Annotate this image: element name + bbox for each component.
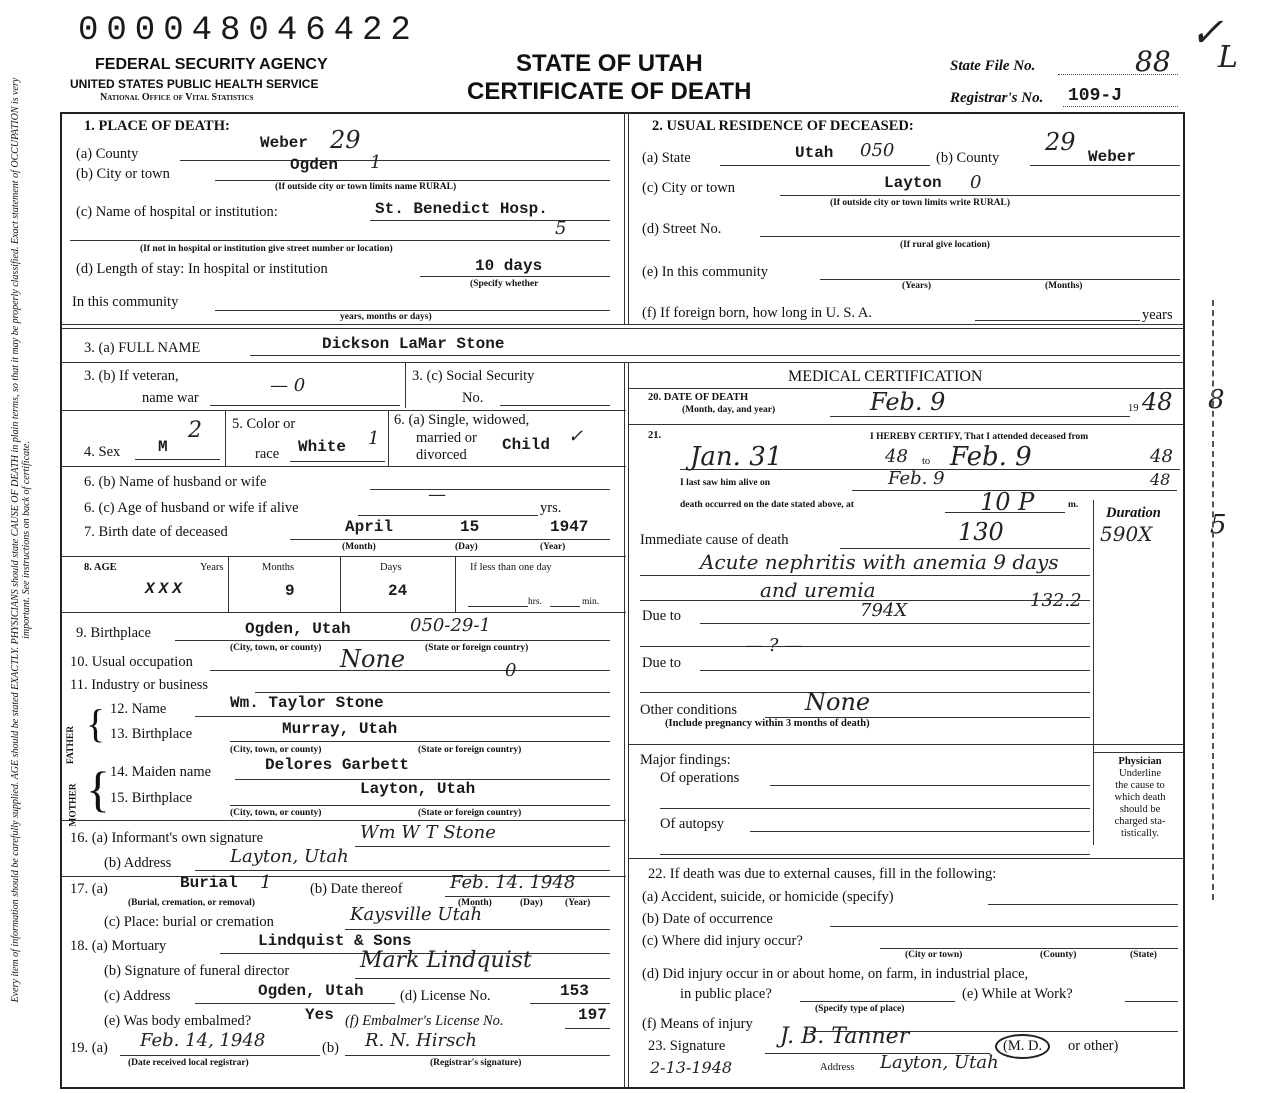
injury-city-note: (City or town) <box>905 950 963 960</box>
embalmer-license-label: (f) Embalmer's License No. <box>345 1013 504 1029</box>
due-to-label-1: Due to <box>642 608 682 624</box>
mother-side-label: MOTHER <box>68 783 79 827</box>
stay-specify-note: (Specify whether <box>470 279 539 289</box>
community-note: years, months or days) <box>340 312 432 322</box>
marital-check: ✓ <box>568 426 584 447</box>
of-autopsy-label: Of autopsy <box>660 816 725 832</box>
age-label: 8. AGE <box>84 562 117 573</box>
certify-number: 21. <box>648 430 662 441</box>
birth-month: April <box>345 518 394 536</box>
father-birthplace: Murray, Utah <box>282 720 398 738</box>
due-to-code: 794X <box>860 600 908 621</box>
mother-city-note: (City, town, or county) <box>230 808 322 818</box>
color-mark: 1 <box>368 428 380 449</box>
mortuary-license-label: (d) License No. <box>400 988 491 1004</box>
veteran-label: 3. (b) If veteran, <box>84 368 179 384</box>
informant-signature-label: 16. (a) Informant's own signature <box>70 830 264 846</box>
birth-year-label: (Year) <box>540 542 566 552</box>
attended-to: Feb. 9 <box>950 442 1032 472</box>
hospital-note: (If not in hospital or institution give street number or location) <box>140 244 393 254</box>
marital-married-label: married or <box>416 430 477 446</box>
mortuary-address: Ogden, Utah <box>258 982 364 1000</box>
residence-foreign-label: (f) If foreign born, how long in U. S. A. <box>642 305 872 321</box>
major-findings-label: Major findings: <box>640 752 731 768</box>
residence-city-label: (c) City or town <box>642 180 736 196</box>
place-of-death-label: 1. PLACE OF DEATH: <box>84 118 230 134</box>
form-title-state: STATE OF UTAH <box>516 50 703 77</box>
residence-county-label: (b) County <box>936 150 1000 166</box>
medical-cert-title: MEDICAL CERTIFICATION <box>788 368 983 385</box>
informant-address-label: (b) Address <box>104 855 172 871</box>
death-date: Feb. 9 <box>870 388 946 416</box>
registrar-label: 19. (a) <box>70 1040 108 1056</box>
full-name-label: 3. (a) FULL NAME <box>84 340 201 356</box>
mother-birthplace-label: 15. Birthplace <box>110 790 193 806</box>
city-note: (If outside city or town limits name RURAL) <box>275 182 457 192</box>
residence-state-label: (a) State <box>642 150 691 166</box>
burial-date-label: (b) Date thereof <box>310 881 403 897</box>
county-code: 29 <box>330 126 361 154</box>
sex-label: 4. Sex <box>84 444 121 460</box>
physician-address: Layton, Utah <box>880 1052 999 1073</box>
stay-value: 10 days <box>475 257 543 275</box>
mortuary-address-label: (c) Address <box>104 988 171 1004</box>
physician-md: (M. D. <box>995 1034 1050 1059</box>
date-occurrence-label: (b) Date of occurrence <box>642 911 773 927</box>
duration-code: 590X <box>1100 522 1153 546</box>
embalmer-license: 197 <box>578 1006 607 1024</box>
means-of-injury-label: (f) Means of injury <box>642 1016 753 1032</box>
residence-county: Weber <box>1088 148 1137 166</box>
hospital-code: 5 <box>555 218 567 239</box>
hospital-label: (c) Name of hospital or institution: <box>76 204 278 220</box>
husband-wife-label: 6. (b) Name of husband or wife <box>84 474 267 490</box>
accident-label: (a) Accident, suicide, or homicide (specify) <box>642 889 894 905</box>
injury-place-label: (d) Did injury occur in or about home, on farm, in industrial place, <box>642 966 1029 982</box>
mother-state-note: (State or foreign country) <box>418 808 522 818</box>
birth-date-label: 7. Birth date of deceased <box>84 524 228 540</box>
residence-county-code: 29 <box>1045 128 1076 156</box>
birth-year: 1947 <box>550 518 589 536</box>
due-to-label-2: Due to <box>642 655 682 671</box>
mortuary-license: 153 <box>560 982 589 1000</box>
county-label: (a) County <box>76 146 139 162</box>
burial-month-label: (Month) <box>458 898 492 908</box>
last-saw-date: Feb. 9 <box>888 468 945 489</box>
burial-date: Feb. 14. 1948 <box>450 872 576 893</box>
last-saw-label: I last saw him alive on <box>680 478 770 488</box>
registrar-number-label: Registrar's No. <box>950 90 1044 106</box>
residence-community-label: (e) In this community <box>642 264 769 280</box>
agency-name: FEDERAL SECURITY AGENCY <box>95 56 328 73</box>
age-years-label: Years <box>200 562 224 573</box>
external-causes-label: 22. If death was due to external causes, fill in the following: <box>648 866 997 882</box>
father-state-note: (State or foreign country) <box>418 745 522 755</box>
certify-text: I HEREBY CERTIFY, That I attended deceased from <box>870 432 1089 442</box>
veteran-war-label: name war <box>142 390 199 406</box>
death-year-prefix: 19 <box>1128 403 1139 414</box>
injury-public-label: in public place? <box>680 986 772 1002</box>
age-spouse-label: 6. (c) Age of husband or wife if alive <box>84 500 299 516</box>
margin-mark-5: 5 <box>1210 510 1227 540</box>
physician-address-label: Address <box>820 1062 855 1073</box>
immediate-cause-line2-code: 132.2 <box>1030 590 1082 611</box>
residence-city-note: (If outside city or town limits write RURAL) <box>830 198 1011 208</box>
community-label: In this community <box>72 294 179 310</box>
death-occurred-label: death occurred on the date stated above, at <box>680 500 854 510</box>
informant-address: Layton, Utah <box>230 846 349 867</box>
city-value: Ogden <box>290 156 339 174</box>
burial-place: Kaysville Utah <box>350 904 483 925</box>
residence-years-suffix: years <box>1142 307 1173 323</box>
death-date-note: (Month, day, and year) <box>682 405 776 415</box>
registrar-date-note: (Date received local registrar) <box>128 1058 249 1068</box>
city-label: (b) City or town <box>76 166 170 182</box>
injury-state-note: (State) <box>1130 950 1157 960</box>
due-to-dash: — ? — <box>745 635 803 656</box>
injury-county-note: (County) <box>1040 950 1077 960</box>
residence-label: 2. USUAL RESIDENCE OF DECEASED: <box>652 118 914 134</box>
sex-code: 2 <box>188 418 202 443</box>
immediate-cause-code: 130 <box>958 518 1004 546</box>
age-days-value: 24 <box>388 582 408 600</box>
industry-label: 11. Industry or business <box>70 677 209 693</box>
state-file-number: 88 <box>1135 45 1171 78</box>
last-saw-year: 48 <box>1150 470 1171 489</box>
burial-label: 17. (a) <box>70 881 108 897</box>
father-city-note: (City, town, or county) <box>230 745 322 755</box>
burial-day-label: (Day) <box>520 898 543 908</box>
registrar-date: Feb. 14, 1948 <box>140 1030 266 1051</box>
veteran-value: — 0 <box>270 375 306 396</box>
age-years-value: XXX <box>145 580 186 598</box>
marital-label: 6. (a) Single, widowed, <box>394 412 530 428</box>
agency-office: National Office of Vital Statistics <box>100 92 254 103</box>
marital-divorced-label: divorced <box>416 447 467 463</box>
other-conditions-label: Other conditions <box>640 702 738 718</box>
form-title: CERTIFICATE OF DEATH <box>467 78 752 105</box>
registrar-signature-note: (Registrar's signature) <box>430 1058 522 1068</box>
hospital-value: St. Benedict Hosp. <box>375 200 548 218</box>
funeral-director-label: (b) Signature of funeral director <box>104 963 290 979</box>
father-name: Wm. Taylor Stone <box>230 694 384 712</box>
birthplace-code: 050-29-1 <box>410 615 491 636</box>
age-spouse-value: — <box>428 484 446 505</box>
age-less-label: If less than one day <box>470 562 552 573</box>
physician-date: 2-13-1948 <box>650 1058 733 1077</box>
birthplace-city-note: (City, town, or county) <box>230 643 322 653</box>
physician-or-other: or other) <box>1068 1038 1119 1054</box>
marital-value: Child <box>502 436 551 454</box>
registrar-number: 109-J <box>1068 86 1123 106</box>
certificate-number: 000048046422 <box>78 12 419 50</box>
other-conditions-note: (Include pregnancy within 3 months of death) <box>665 718 870 729</box>
father-birthplace-label: 13. Birthplace <box>110 726 193 742</box>
color-value: White <box>298 438 347 456</box>
burial-value: Burial <box>180 874 238 892</box>
embalmed-label: (e) Was body embalmed? <box>104 1013 252 1029</box>
residence-state: Utah <box>795 144 834 162</box>
physician-signature-label: 23. Signature <box>648 1038 726 1054</box>
county-value: Weber <box>260 134 309 152</box>
other-conditions-value: None <box>805 688 871 716</box>
immediate-cause-line2: and uremia <box>760 578 876 602</box>
father-side-label: FATHER <box>66 725 77 765</box>
occupation-value: None <box>340 645 406 673</box>
burial-note: (Burial, cremation, or removal) <box>128 898 255 908</box>
margin-mark-l: L <box>1218 40 1238 75</box>
age-months-value: 9 <box>285 582 295 600</box>
while-at-work-label: (e) While at Work? <box>962 986 1073 1002</box>
burial-year-label: (Year) <box>565 898 591 908</box>
informant-signature: Wm W T Stone <box>360 822 496 843</box>
injury-specify-note: (Specify type of place) <box>815 1004 905 1014</box>
father-name-label: 12. Name <box>110 701 167 717</box>
birthplace-state-note: (State or foreign country) <box>425 643 529 653</box>
birth-day: 15 <box>460 518 480 536</box>
birth-day-label: (Day) <box>455 542 478 552</box>
duration-label: Duration <box>1106 505 1161 521</box>
birthplace-label: 9. Birthplace <box>76 625 151 641</box>
registrar-b-label: (b) <box>322 1040 339 1056</box>
birthplace-value: Ogden, Utah <box>245 620 351 638</box>
mortuary-label: 18. (a) Mortuary <box>70 938 167 954</box>
where-injury-label: (c) Where did injury occur? <box>642 933 803 949</box>
attended-from-year: 48 <box>885 446 908 467</box>
occupation-code: 0 <box>505 660 517 681</box>
state-file-label: State File No. <box>950 58 1036 74</box>
age-days-label: Days <box>380 562 402 573</box>
immediate-cause-label: Immediate cause of death <box>640 532 789 548</box>
death-year: 48 <box>1142 388 1173 416</box>
color-label: 5. Color or <box>232 416 296 432</box>
full-name-value: Dickson LaMar Stone <box>322 335 505 353</box>
city-code: 1 <box>370 152 382 173</box>
occupation-label: 10. Usual occupation <box>70 654 193 670</box>
physician-signature: J. B. Tanner <box>780 1024 910 1049</box>
mortuary-value: Lindquist & Sons <box>258 932 412 950</box>
attended-to-label: to <box>922 456 931 467</box>
margin-check-mark: ✓ <box>1190 10 1224 56</box>
mother-maiden: Delores Garbett <box>265 756 410 774</box>
age-hrs-label: hrs. <box>528 597 542 607</box>
age-spouse-suffix: yrs. <box>540 500 562 516</box>
residence-city: Layton <box>884 174 942 192</box>
mother-maiden-label: 14. Maiden name <box>110 764 212 780</box>
residence-state-code: 050 <box>860 140 895 161</box>
death-date-label: 20. DATE OF DEATH <box>648 392 749 403</box>
burial-place-label: (c) Place: burial or cremation <box>104 914 274 930</box>
residence-months-label: (Months) <box>1045 281 1083 291</box>
mother-birthplace: Layton, Utah <box>360 780 476 798</box>
margin-mark-8: 8 <box>1208 385 1225 415</box>
social-security-label: 3. (c) Social Security <box>412 368 535 384</box>
sex-value: M <box>158 438 168 456</box>
agency-subname: UNITED STATES PUBLIC HEALTH SERVICE <box>70 77 319 91</box>
burial-mark: 1 <box>260 872 272 893</box>
age-min-label: min. <box>582 597 600 607</box>
of-operations-label: Of operations <box>660 770 740 786</box>
residence-street-note: (If rural give location) <box>900 240 990 250</box>
attended-from: Jan. 31 <box>690 442 783 472</box>
residence-years-label: (Years) <box>902 281 932 291</box>
attended-to-year: 48 <box>1150 446 1173 467</box>
death-time-suffix: m. <box>1068 500 1079 510</box>
funeral-director-signature: Mark Lindquist <box>360 948 532 973</box>
race-label: race <box>255 446 280 462</box>
residence-street-label: (d) Street No. <box>642 221 722 237</box>
side-instruction-note: Every item of information should be carefully supplied. AGE should be stated EXACTLY. PHYSICIANS should state CAUSE OF DEATH in plain terms, so that it may be properly classified. Exact statement of OCCUPATION is very important. See instructions on back of certificate. <box>10 77 32 1003</box>
physician-instruction-box: Physician Underline the cause to which death should be charged sta- tistically. <box>1114 756 1166 839</box>
registrar-signature: R. N. Hirsch <box>365 1030 478 1051</box>
immediate-cause-line1: Acute nephritis with anemia 9 days <box>700 550 1059 574</box>
death-time: 10 P <box>980 488 1035 516</box>
birth-month-label: (Month) <box>342 542 376 552</box>
social-security-no-label: No. <box>462 390 484 406</box>
age-months-label: Months <box>262 562 295 573</box>
embalmed-value: Yes <box>305 1006 334 1024</box>
stay-label: (d) Length of stay: In hospital or institution <box>76 261 328 277</box>
right-margin-dashes <box>1212 300 1224 900</box>
residence-city-code: 0 <box>970 172 982 193</box>
